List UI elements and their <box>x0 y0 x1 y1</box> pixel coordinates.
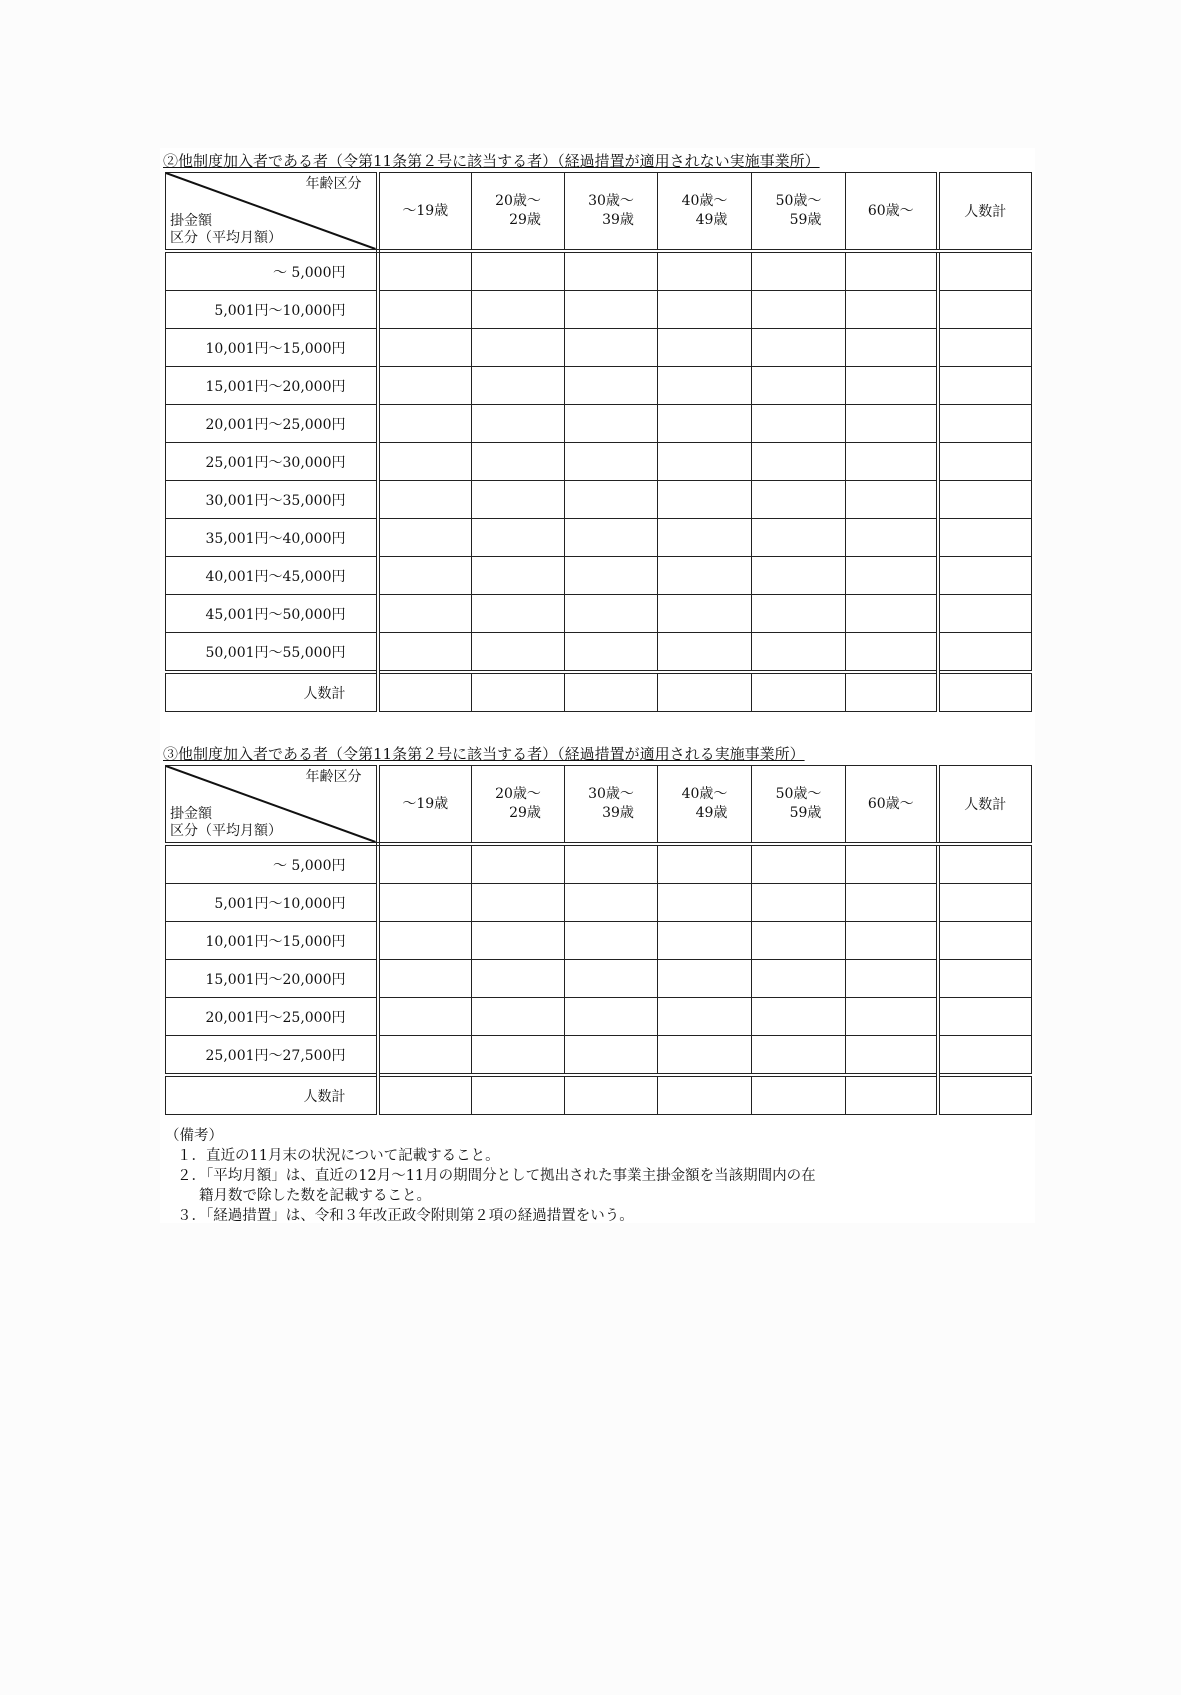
table-row <box>166 960 1032 998</box>
amount-range-label: 15,001円～20,000円 <box>166 960 378 998</box>
row-total-cell[interactable] <box>938 291 1032 329</box>
age-column-header <box>752 173 846 252</box>
count-cell[interactable] <box>658 1036 752 1076</box>
age-column-header <box>472 766 565 845</box>
amount-range-label: 10,001円～15,000円 <box>166 329 378 367</box>
count-cell[interactable] <box>378 922 472 960</box>
table-row <box>166 443 1032 481</box>
age-to: 39歳 <box>602 805 634 821</box>
age-column-header <box>752 766 846 845</box>
table2-title: ②他制度加入者である者（令第11条第２号に該当する者）（経過措置が適用されない実施事業所） <box>163 152 820 170</box>
amount-range-label: 25,001円～27,500円 <box>166 1036 378 1076</box>
corner-header-cell <box>166 173 378 252</box>
amount-category-label: 区分（平均月額） <box>170 823 282 839</box>
count-cell[interactable] <box>752 844 846 884</box>
age-to: 29歳 <box>509 212 541 228</box>
count-cell[interactable] <box>565 1036 658 1076</box>
amount-range-label: 50,001円～55,000円 <box>166 633 378 673</box>
column-total-cell[interactable] <box>378 1075 472 1115</box>
count-cell[interactable] <box>752 998 846 1036</box>
count-cell[interactable] <box>565 884 658 922</box>
count-cell[interactable] <box>752 291 846 329</box>
total-row <box>166 1075 1032 1115</box>
count-cell[interactable] <box>472 405 565 443</box>
count-cell[interactable] <box>752 884 846 922</box>
count-cell[interactable] <box>658 557 752 595</box>
age-from: 20歳～ <box>495 786 541 802</box>
age-from: 50歳～ <box>775 786 822 802</box>
table-row <box>166 291 1032 329</box>
count-cell[interactable] <box>565 329 658 367</box>
total-column-header: 人数計 <box>938 173 1032 252</box>
age-to: 59歳 <box>789 212 822 228</box>
age-column-header <box>378 766 472 845</box>
count-cell[interactable] <box>846 481 938 519</box>
row-total-cell[interactable] <box>938 519 1032 557</box>
column-total-cell[interactable] <box>752 672 846 712</box>
row-total-cell[interactable] <box>938 844 1032 884</box>
notes-heading: （備考） <box>165 1128 223 1144</box>
count-cell[interactable] <box>378 1036 472 1076</box>
count-cell[interactable] <box>846 633 938 673</box>
count-cell[interactable] <box>846 595 938 633</box>
table-row <box>166 884 1032 922</box>
column-total-cell[interactable] <box>846 672 938 712</box>
age-from: 50歳～ <box>775 193 822 209</box>
count-cell[interactable] <box>565 960 658 998</box>
column-total-cell[interactable] <box>472 1075 565 1115</box>
header-row <box>166 173 1032 252</box>
count-cell[interactable] <box>472 251 565 291</box>
count-cell[interactable] <box>378 405 472 443</box>
amount-category-label: 区分（平均月額） <box>170 230 282 246</box>
count-cell[interactable] <box>565 291 658 329</box>
count-cell[interactable] <box>565 367 658 405</box>
row-total-cell[interactable] <box>938 367 1032 405</box>
column-total-cell[interactable] <box>752 1075 846 1115</box>
note-item: ２．「平均月額」は、直近の12月～11月の期間分として拠出された事業主掛金額を当該期間内の在 <box>177 1168 816 1184</box>
count-cell[interactable] <box>472 519 565 557</box>
row-total-cell[interactable] <box>938 443 1032 481</box>
row-total-cell[interactable] <box>938 595 1032 633</box>
count-cell[interactable] <box>846 291 938 329</box>
count-cell[interactable] <box>378 291 472 329</box>
amount-range-label: 15,001円～20,000円 <box>166 367 378 405</box>
count-cell[interactable] <box>752 922 846 960</box>
count-cell[interactable] <box>846 557 938 595</box>
count-cell[interactable] <box>378 519 472 557</box>
row-total-cell[interactable] <box>938 960 1032 998</box>
count-cell[interactable] <box>378 595 472 633</box>
column-total-cell[interactable] <box>565 672 658 712</box>
count-cell[interactable] <box>846 329 938 367</box>
table-row <box>166 633 1032 673</box>
count-cell[interactable] <box>658 884 752 922</box>
count-cell[interactable] <box>658 519 752 557</box>
count-cell[interactable] <box>846 998 938 1036</box>
column-total-cell[interactable] <box>658 1075 752 1115</box>
column-total-cell[interactable] <box>658 672 752 712</box>
count-cell[interactable] <box>752 557 846 595</box>
count-cell[interactable] <box>752 443 846 481</box>
table-row <box>166 595 1032 633</box>
row-total-cell[interactable] <box>938 998 1032 1036</box>
table3-grid <box>165 765 1032 1115</box>
count-cell[interactable] <box>472 481 565 519</box>
count-cell[interactable] <box>378 481 472 519</box>
table3-title: ③他制度加入者である者（令第11条第２号に該当する者）（経過措置が適用される実施事業所） <box>163 745 805 763</box>
count-cell[interactable] <box>752 960 846 998</box>
count-cell[interactable] <box>565 998 658 1036</box>
age-category-label: 年齢区分 <box>305 176 362 192</box>
age-to: 39歳 <box>602 212 634 228</box>
row-total-cell[interactable] <box>938 481 1032 519</box>
count-cell[interactable] <box>752 329 846 367</box>
count-cell[interactable] <box>472 922 565 960</box>
count-cell[interactable] <box>565 481 658 519</box>
count-cell[interactable] <box>658 367 752 405</box>
count-cell[interactable] <box>378 884 472 922</box>
row-total-cell[interactable] <box>938 1036 1032 1076</box>
total-row <box>166 672 1032 712</box>
age-column-header <box>378 173 472 252</box>
age-from: 20歳～ <box>495 193 541 209</box>
age-from: ～19歳 <box>402 202 449 219</box>
count-cell[interactable] <box>658 443 752 481</box>
table-row <box>166 329 1032 367</box>
corner-header-cell <box>166 766 378 845</box>
count-cell[interactable] <box>378 960 472 998</box>
count-cell[interactable] <box>846 519 938 557</box>
amount-range-label: 30,001円～35,000円 <box>166 481 378 519</box>
count-cell[interactable] <box>752 481 846 519</box>
count-cell[interactable] <box>658 291 752 329</box>
total-column-header: 人数計 <box>938 766 1032 845</box>
count-cell[interactable] <box>472 367 565 405</box>
count-cell[interactable] <box>846 922 938 960</box>
count-cell[interactable] <box>752 1036 846 1076</box>
table-row <box>166 481 1032 519</box>
row-total-cell[interactable] <box>938 557 1032 595</box>
age-column-header <box>658 766 752 845</box>
count-cell[interactable] <box>472 595 565 633</box>
row-total-cell[interactable] <box>938 329 1032 367</box>
amount-range-label: 35,001円～40,000円 <box>166 519 378 557</box>
count-cell[interactable] <box>565 557 658 595</box>
count-cell[interactable] <box>472 291 565 329</box>
count-cell[interactable] <box>565 519 658 557</box>
note-item: 籍月数で除した数を記載すること。 <box>199 1188 431 1204</box>
row-total-cell[interactable] <box>938 405 1032 443</box>
notes <box>165 1126 816 1226</box>
age-from: 40歳～ <box>681 786 728 802</box>
count-cell[interactable] <box>846 443 938 481</box>
count-cell[interactable] <box>658 633 752 673</box>
count-cell[interactable] <box>658 405 752 443</box>
age-to: 49歳 <box>695 805 728 821</box>
count-cell[interactable] <box>565 405 658 443</box>
amount-range-label: ～ 5,000円 <box>166 844 378 884</box>
count-cell[interactable] <box>378 557 472 595</box>
count-cell[interactable] <box>565 844 658 884</box>
row-total-cell[interactable] <box>938 633 1032 673</box>
row-total-cell[interactable] <box>938 922 1032 960</box>
row-total-cell[interactable] <box>938 251 1032 291</box>
count-cell[interactable] <box>565 922 658 960</box>
amount-range-label: 20,001円～25,000円 <box>166 405 378 443</box>
amount-range-label: 25,001円～30,000円 <box>166 443 378 481</box>
age-from: 30歳～ <box>588 786 634 802</box>
count-cell[interactable] <box>472 329 565 367</box>
count-cell[interactable] <box>378 443 472 481</box>
count-cell[interactable] <box>846 1036 938 1076</box>
count-cell[interactable] <box>565 595 658 633</box>
count-cell[interactable] <box>752 633 846 673</box>
count-cell[interactable] <box>472 1036 565 1076</box>
age-to: 49歳 <box>695 212 728 228</box>
age-from: 60歳～ <box>867 795 914 812</box>
age-from: ～19歳 <box>402 795 449 812</box>
count-cell[interactable] <box>378 367 472 405</box>
amount-range-label: 5,001円～10,000円 <box>166 884 378 922</box>
table-row <box>166 557 1032 595</box>
note-item: １．直近の11月末の状況について記載すること。 <box>177 1148 500 1164</box>
count-cell[interactable] <box>472 557 565 595</box>
grand-total-cell[interactable] <box>938 672 1032 712</box>
column-total-cell[interactable] <box>846 1075 938 1115</box>
table-row <box>166 251 1032 291</box>
count-cell[interactable] <box>846 844 938 884</box>
table-row <box>166 405 1032 443</box>
count-cell[interactable] <box>752 367 846 405</box>
table-row <box>166 1036 1032 1076</box>
row-total-cell[interactable] <box>938 884 1032 922</box>
count-cell[interactable] <box>565 251 658 291</box>
age-column-header <box>846 173 938 252</box>
count-cell[interactable] <box>752 405 846 443</box>
column-total-cell[interactable] <box>565 1075 658 1115</box>
table-row <box>166 519 1032 557</box>
table-row <box>166 367 1032 405</box>
count-cell[interactable] <box>752 595 846 633</box>
count-cell[interactable] <box>846 367 938 405</box>
count-cell[interactable] <box>658 844 752 884</box>
count-cell[interactable] <box>658 998 752 1036</box>
amount-label: 掛金額 <box>170 806 212 822</box>
count-cell[interactable] <box>378 844 472 884</box>
count-cell[interactable] <box>472 443 565 481</box>
count-cell[interactable] <box>658 960 752 998</box>
count-cell[interactable] <box>658 251 752 291</box>
count-cell[interactable] <box>846 960 938 998</box>
count-cell[interactable] <box>658 329 752 367</box>
amount-range-label: 20,001円～25,000円 <box>166 998 378 1036</box>
amount-range-label: ～ 5,000円 <box>166 251 378 291</box>
count-cell[interactable] <box>378 329 472 367</box>
count-cell[interactable] <box>846 251 938 291</box>
note-item: ３．「経過措置」は、令和３年改正政令附則第２項の経過措置をいう。 <box>177 1208 634 1224</box>
count-cell[interactable] <box>472 998 565 1036</box>
age-from: 40歳～ <box>681 193 728 209</box>
count-cell[interactable] <box>472 844 565 884</box>
count-cell[interactable] <box>658 481 752 519</box>
table-row <box>166 844 1032 884</box>
count-cell[interactable] <box>378 998 472 1036</box>
count-cell[interactable] <box>752 251 846 291</box>
table-row <box>166 922 1032 960</box>
amount-range-label: 45,001円～50,000円 <box>166 595 378 633</box>
column-total-cell[interactable] <box>378 672 472 712</box>
count-cell[interactable] <box>378 251 472 291</box>
amount-range-label: 40,001円～45,000円 <box>166 557 378 595</box>
count-cell[interactable] <box>378 633 472 673</box>
count-cell[interactable] <box>565 443 658 481</box>
amount-range-label: 5,001円～10,000円 <box>166 291 378 329</box>
age-from: 30歳～ <box>588 193 634 209</box>
column-total-cell[interactable] <box>472 672 565 712</box>
amount-range-label: 10,001円～15,000円 <box>166 922 378 960</box>
count-cell[interactable] <box>846 884 938 922</box>
age-to: 59歳 <box>789 805 822 821</box>
age-category-label: 年齢区分 <box>305 769 362 785</box>
count-cell[interactable] <box>472 960 565 998</box>
header-row <box>166 766 1032 845</box>
age-column-header <box>846 766 938 845</box>
grand-total-cell[interactable] <box>938 1075 1032 1115</box>
count-cell[interactable] <box>752 519 846 557</box>
count-cell[interactable] <box>658 595 752 633</box>
table2-grid <box>165 172 1032 712</box>
amount-label: 掛金額 <box>170 213 212 229</box>
count-cell[interactable] <box>846 405 938 443</box>
total-row-label: 人数計 <box>166 672 378 712</box>
age-from: 60歳～ <box>867 202 914 219</box>
age-column-header <box>565 766 658 845</box>
count-cell[interactable] <box>472 884 565 922</box>
count-cell[interactable] <box>472 633 565 673</box>
age-to: 29歳 <box>509 805 541 821</box>
total-row-label: 人数計 <box>166 1075 378 1115</box>
count-cell[interactable] <box>565 633 658 673</box>
age-column-header <box>565 173 658 252</box>
age-column-header <box>472 173 565 252</box>
table-row <box>166 998 1032 1036</box>
count-cell[interactable] <box>658 922 752 960</box>
age-column-header <box>658 173 752 252</box>
